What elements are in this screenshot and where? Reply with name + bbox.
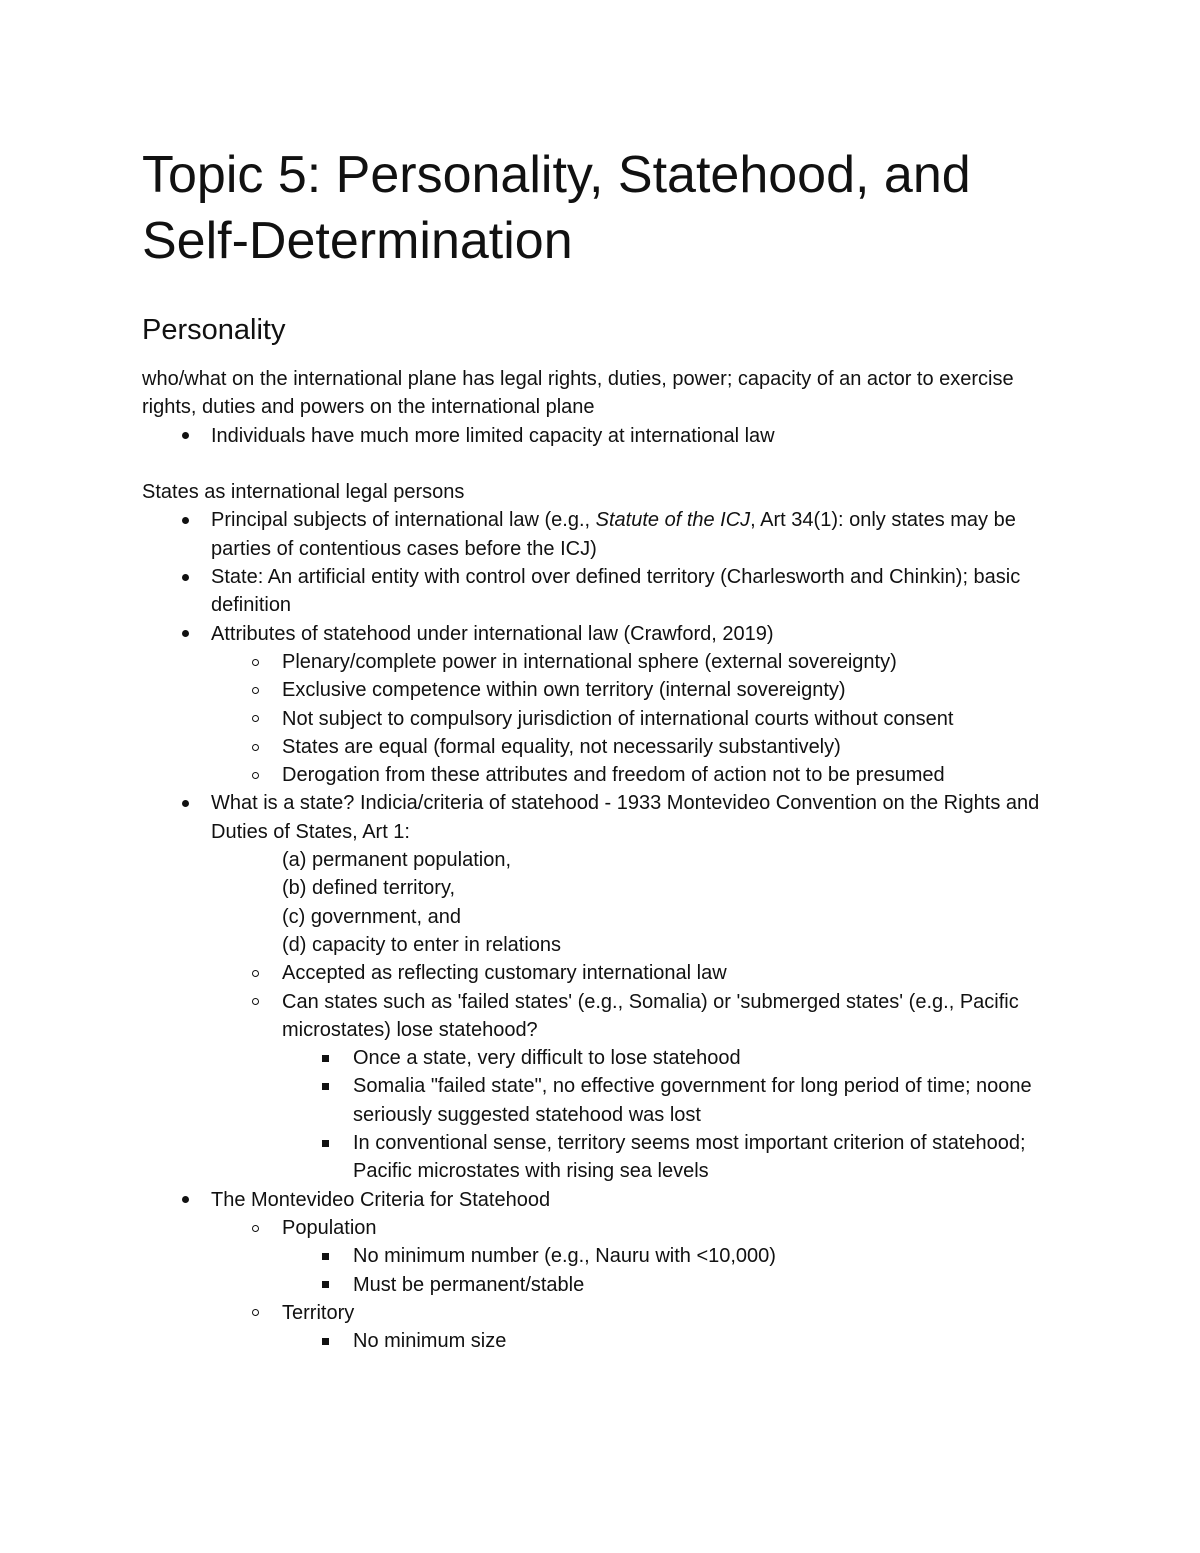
italic-citation: Statute of the ICJ — [595, 509, 751, 532]
bullet-square-icon — [322, 1327, 329, 1355]
bullet-square-icon — [322, 1242, 329, 1270]
criteria-line: (a) permanent population, — [282, 849, 512, 872]
bullet-circle-icon — [252, 761, 259, 789]
list-item: Must be permanent/stable — [142, 1271, 1062, 1299]
list-item: Accepted as reflecting customary international law — [142, 959, 1062, 987]
bullet-circle-icon — [252, 705, 259, 733]
bullet-circle-icon — [252, 648, 259, 676]
criteria-line: (d) capacity to enter in relations — [282, 933, 562, 956]
list-item: State: An artificial entity with control over defined territory (Charlesworth and Chinkin); basic definition — [142, 563, 1062, 620]
list-item: Exclusive competence within own territory (internal sovereignty) — [142, 676, 1062, 704]
bullet-circle-icon — [252, 1214, 259, 1242]
states-list — [142, 506, 1062, 1355]
list-item: States are equal (formal equality, not necessarily substantively) — [142, 733, 1062, 761]
bullet-circle-icon — [252, 988, 259, 1016]
paragraph-gap — [142, 450, 1062, 478]
list-item: Not subject to compulsory jurisdiction of international courts without consent — [142, 705, 1062, 733]
list-item: Once a state, very difficult to lose statehood — [142, 1044, 1062, 1072]
list-item: Derogation from these attributes and freedom of action not to be presumed — [142, 761, 1062, 789]
bullet-square-icon — [322, 1072, 329, 1100]
list-item: No minimum size — [142, 1327, 1062, 1355]
list-item-text-post: , Art 34(1): only states may be parties of contentious cases before the ICJ) — [211, 509, 1016, 560]
bullet-square-icon — [322, 1271, 329, 1299]
bullet-square-icon — [322, 1044, 329, 1072]
bullet-square-icon — [322, 1129, 329, 1157]
states-heading: States as international legal persons — [142, 481, 465, 504]
list-item-text-pre: Principal subjects of international law (e.g., — [211, 509, 596, 532]
list-item: Population — [142, 1214, 1062, 1242]
bullet-circle-icon — [252, 1299, 259, 1327]
bullet-circle-icon — [252, 733, 259, 761]
list-item: The Montevideo Criteria for Statehood — [142, 1186, 1062, 1214]
list-item: Somalia "failed state", no effective government for long period of time; noone seriously suggested statehood was lost — [142, 1072, 1062, 1129]
intro-list — [142, 422, 1062, 450]
page-title: Topic 5: Personality, Statehood, and Self-Determination — [142, 146, 971, 270]
bullet-disc-icon — [182, 422, 189, 450]
intro-paragraph: who/what on the international plane has legal rights, duties, power; capacity of an actor to exercise rights, duties and powers on the international plane — [142, 368, 1014, 419]
document-body — [142, 365, 1062, 1355]
criteria-line: (b) defined territory, — [282, 877, 456, 900]
bullet-disc-icon — [182, 563, 189, 591]
list-item: What is a state? Indicia/criteria of statehood - 1933 Montevideo Convention on the Rights and Duties of States, Art 1: — [142, 789, 1062, 846]
criteria-line: (c) government, and — [282, 905, 461, 928]
list-item: Attributes of statehood under international law (Crawford, 2019) — [142, 620, 1062, 648]
list-item: Individuals have much more limited capacity at international law — [142, 422, 1062, 450]
bullet-disc-icon — [182, 789, 189, 817]
bullet-disc-icon — [182, 506, 189, 534]
bullet-circle-icon — [252, 676, 259, 704]
list-item — [142, 506, 1062, 563]
list-item: Territory — [142, 1299, 1062, 1327]
list-item: Can states such as 'failed states' (e.g., Somalia) or 'submerged states' (e.g., Pacific microstates) lose statehood? — [142, 988, 1062, 1045]
bullet-disc-icon — [182, 620, 189, 648]
list-item: In conventional sense, territory seems most important criterion of statehood; Pacific microstates with rising sea levels — [142, 1129, 1062, 1186]
bullet-disc-icon — [182, 1186, 189, 1214]
list-item: No minimum number (e.g., Nauru with <10,000) — [142, 1242, 1062, 1270]
section-heading-personality: Personality — [142, 314, 286, 346]
list-item: Plenary/complete power in international sphere (external sovereignty) — [142, 648, 1062, 676]
bullet-circle-icon — [252, 959, 259, 987]
